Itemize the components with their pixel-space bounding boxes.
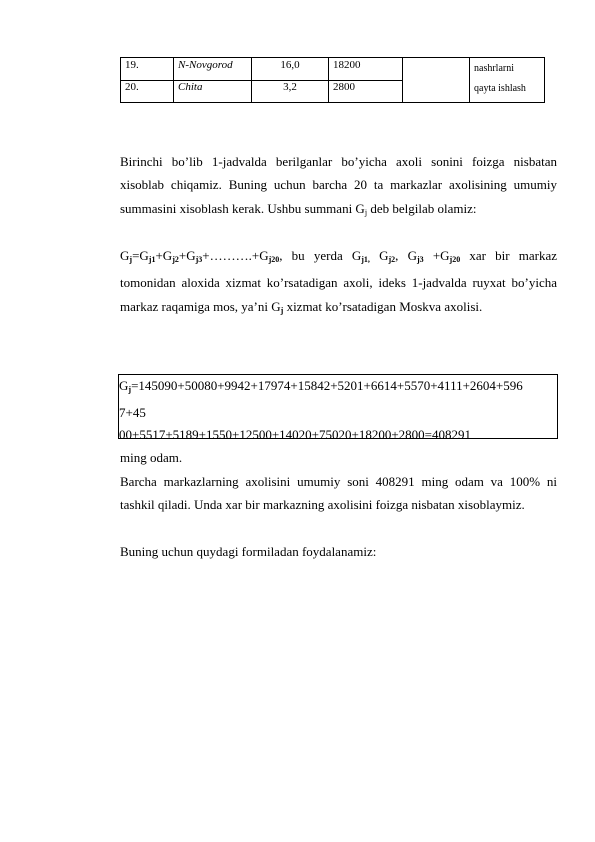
text: xar bir markaz tomonidan aloxida xizmat ko’rsatadigan axoli, ideks 1-jadvalda ruyxat bo’yicha markaz raqamiga mos, ya’ni G <box>120 248 557 314</box>
row-number: 19. <box>121 58 174 81</box>
symbol: G <box>120 248 130 263</box>
text: G <box>369 248 389 263</box>
subscript: j <box>364 207 368 217</box>
city-name: Chita <box>174 81 252 103</box>
subscript: j2 <box>172 255 179 264</box>
paragraph-formula-intro: Buning uchun quydagi formiladan foydalanamiz: <box>120 544 377 559</box>
subscript: j <box>129 255 133 264</box>
symbol: +……….+G <box>202 248 269 263</box>
subscript: j <box>280 305 284 315</box>
cities-table <box>120 57 545 103</box>
subscript: j <box>128 385 132 394</box>
row-number: 20. <box>121 81 174 103</box>
formula-text: =145090+50080+9942+17974+15842+5201+6614+5570+4111+2604+596 <box>131 378 523 393</box>
formula-line-2: 7+45 <box>119 404 146 420</box>
text: +G <box>423 248 450 263</box>
subscript: j1 <box>148 255 156 264</box>
formula-box <box>118 374 558 439</box>
subscript: j3 <box>195 255 203 264</box>
text: , bu yerda G <box>279 248 362 263</box>
subscript: j20 <box>449 255 461 264</box>
symbol: +G <box>155 248 173 263</box>
subscript: j2 <box>388 255 396 264</box>
subscript: j3 <box>416 255 424 264</box>
note-line-1: nashrlarni <box>474 63 514 74</box>
value-b: 2800 <box>329 81 403 103</box>
paragraph-intro-text: Birinchi bo’lib 1-jadvalda berilganlar bo’yicha axoli sonini foizga nisbatan xisoblab chiqamiz. Buning uchun barcha 20 ta markazlar axolisining umumiy summasini xisoblash kerak. Ushbu summani G <box>120 154 557 216</box>
symbol: =G <box>132 248 149 263</box>
value-a: 16,0 <box>252 58 329 81</box>
value-b: 18200 <box>329 58 403 81</box>
formula-line-3: 00+5517+5189+1550+12500+14020+75020+18200+2800=408291 <box>119 427 471 439</box>
value-a: 3,2 <box>252 81 329 103</box>
text: xizmat ko’rsatadigan Moskva axolisi. <box>283 298 483 314</box>
paragraph-total: Barcha markazlarning axolisini umumiy soni 408291 ming odam va 100% ni tashkil qiladi. Unda xar bir markazning axolisini foizga nisbatan xisoblaymiz. <box>120 474 557 513</box>
symbol: +G <box>178 248 196 263</box>
formula-line-1 <box>119 375 557 402</box>
note-cell <box>470 58 545 103</box>
note-line-2: qayta ishlash <box>474 83 526 94</box>
paragraph-definition <box>120 244 557 322</box>
paragraph-intro <box>120 150 557 224</box>
city-name: N-Novgorod <box>174 58 252 81</box>
subscript: j1, <box>361 255 370 264</box>
paragraph-intro-tail: deb belgilab olamiz: <box>367 200 477 216</box>
text: , G <box>395 248 417 263</box>
table-row <box>121 58 545 81</box>
ming-odam-text: ming odam. <box>120 450 183 465</box>
symbol: G <box>119 378 129 393</box>
subscript: j20 <box>268 255 280 264</box>
empty-cell <box>403 58 470 103</box>
